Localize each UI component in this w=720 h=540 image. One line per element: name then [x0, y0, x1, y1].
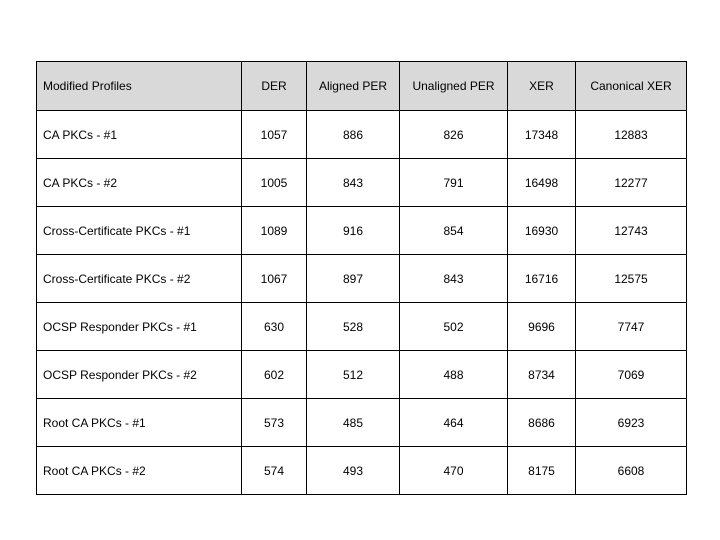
- aligned-per-cell: 843: [307, 159, 400, 207]
- unaligned-per-cell: 470: [400, 447, 508, 495]
- unaligned-per-cell: 464: [400, 399, 508, 447]
- table-row: [37, 303, 687, 351]
- canonical-xer-cell: 12277: [576, 159, 687, 207]
- xer-cell: 16498: [508, 159, 576, 207]
- unaligned-per-cell: 854: [400, 207, 508, 255]
- aligned-per-cell: 528: [307, 303, 400, 351]
- canonical-xer-cell: 6608: [576, 447, 687, 495]
- table-row: [37, 399, 687, 447]
- canonical-xer-cell: 12575: [576, 255, 687, 303]
- profile-name-cell: OCSP Responder PKCs - #2: [37, 351, 242, 399]
- profile-name-cell: CA PKCs - #2: [37, 159, 242, 207]
- unaligned-per-cell: 843: [400, 255, 508, 303]
- column-header-aligned-per: Aligned PER: [307, 62, 400, 111]
- aligned-per-cell: 485: [307, 399, 400, 447]
- aligned-per-cell: 916: [307, 207, 400, 255]
- profile-name-cell: Cross-Certificate PKCs - #2: [37, 255, 242, 303]
- der-cell: 574: [242, 447, 307, 495]
- table-row: [37, 351, 687, 399]
- der-cell: 1089: [242, 207, 307, 255]
- aligned-per-cell: 512: [307, 351, 400, 399]
- der-cell: 630: [242, 303, 307, 351]
- table-row: [37, 447, 687, 495]
- der-cell: 602: [242, 351, 307, 399]
- column-header-canonical-xer: Canonical XER: [576, 62, 687, 111]
- profile-name-cell: Root CA PKCs - #1: [37, 399, 242, 447]
- aligned-per-cell: 886: [307, 111, 400, 159]
- xer-cell: 8686: [508, 399, 576, 447]
- canonical-xer-cell: 7747: [576, 303, 687, 351]
- canonical-xer-cell: 6923: [576, 399, 687, 447]
- canonical-xer-cell: 7069: [576, 351, 687, 399]
- der-cell: 573: [242, 399, 307, 447]
- table-row: [37, 207, 687, 255]
- xer-cell: 8734: [508, 351, 576, 399]
- unaligned-per-cell: 791: [400, 159, 508, 207]
- xer-cell: 16716: [508, 255, 576, 303]
- table-row: [37, 255, 687, 303]
- xer-cell: 16930: [508, 207, 576, 255]
- unaligned-per-cell: 502: [400, 303, 508, 351]
- der-cell: 1005: [242, 159, 307, 207]
- table-row: [37, 111, 687, 159]
- canonical-xer-cell: 12883: [576, 111, 687, 159]
- table-row: [37, 159, 687, 207]
- profile-name-cell: Root CA PKCs - #2: [37, 447, 242, 495]
- canonical-xer-cell: 12743: [576, 207, 687, 255]
- unaligned-per-cell: 488: [400, 351, 508, 399]
- profile-name-cell: CA PKCs - #1: [37, 111, 242, 159]
- column-header-modified-profiles: Modified Profiles: [37, 62, 242, 111]
- unaligned-per-cell: 826: [400, 111, 508, 159]
- aligned-per-cell: 897: [307, 255, 400, 303]
- xer-cell: 9696: [508, 303, 576, 351]
- table-header: [37, 62, 687, 111]
- profile-name-cell: OCSP Responder PKCs - #1: [37, 303, 242, 351]
- column-header-xer: XER: [508, 62, 576, 111]
- der-cell: 1057: [242, 111, 307, 159]
- column-header-unaligned-per: Unaligned PER: [400, 62, 508, 111]
- xer-cell: 17348: [508, 111, 576, 159]
- xer-cell: 8175: [508, 447, 576, 495]
- column-header-der: DER: [242, 62, 307, 111]
- der-cell: 1067: [242, 255, 307, 303]
- table-body: [37, 111, 687, 495]
- profiles-size-table: [36, 61, 687, 495]
- profile-name-cell: Cross-Certificate PKCs - #1: [37, 207, 242, 255]
- header-row: [37, 62, 687, 111]
- aligned-per-cell: 493: [307, 447, 400, 495]
